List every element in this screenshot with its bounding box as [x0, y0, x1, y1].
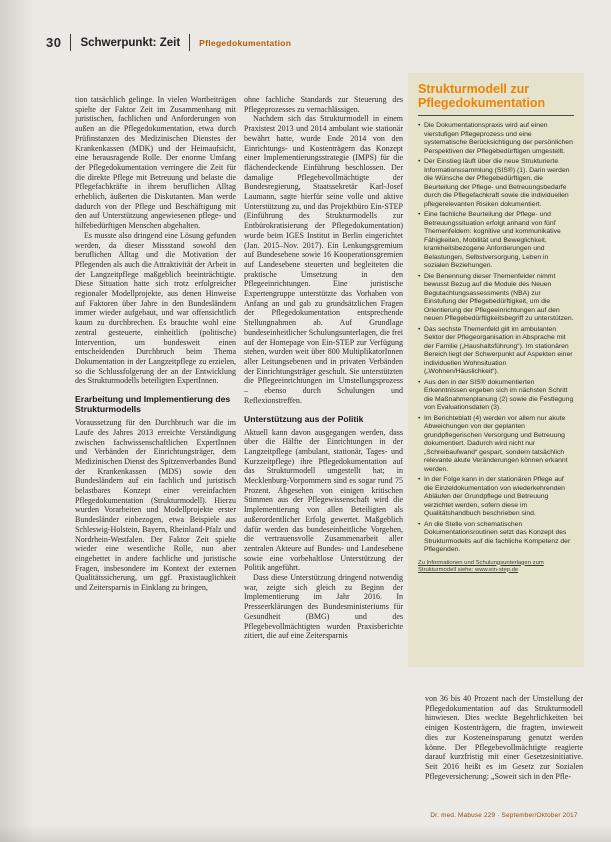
bullet-item: • Die Dokumentationspraxis wird auf einen vierstufigen Pflegeprozess und eine systematische Berücksichtigung der persönlichen Perspektiven der Pflegebedürftigen umgestellt. — [418, 122, 574, 156]
header-divider — [70, 34, 71, 51]
info-box-rule — [418, 115, 574, 116]
body-paragraph: Voraussetzung für den Durchbruch war die im Laufe des Jahres 2013 erreichte Verständigung zwischen fachwissenschaftlichen ExpertInnen und Verbänden der Einrichtungsträger, dem Medizinischen Dienst des Spitzenverbandes Bund der Krankenkassen (MDS) sowie den Bundesländern auf ein fachlich und juristisch belastbares Konzept einer vereinfachten Pflegedokumentation (Strukturmodell). Hierzu wurden Vorarbeiten und Modellprojekte erster Bundesländer einbezogen, etwa Beispiele aus Schleswig-Holstein, Bayern, Rheinland-Pfalz und Nordrhein-Westfalen. Der Faktor Zeit spielte wieder eine wesentliche Rolle, nun aber eingebettet in andere fachliche und juristische Fragen, insbesondere im Kontext der externen Qualitätssicherung, um ggf. Praxistauglichkeit und Zeitersparnis in Einklang zu bringen, — [75, 418, 236, 593]
body-paragraph: Aktuell kann davon ausgegangen werden, dass über die Hälfte der Einrichtungen in der Langzeitpflege (ambulant, stationär, Tages- und Kurzzeitpflege) ihre Pflegedokumentation auf das Strukturmodell umgestellt hat; in Mecklenburg-Vorpommern sind es sogar rund 75 Prozent. Abgesehen von einigen kritischen Stimmen aus der Pflegewissenschaft wird die Implementierung von allen Beteiligten als außerordentlicher Erfolg gewertet. Maßgeblich dafür werden das bundeseinheitliche Vorgehen, die vertrauensvolle Zusammenarbeit aller zentralen Akteure auf Bundes- und Landesebene sowie eine vorbehaltlose Unterstützung der Politik angeführt. — [244, 427, 403, 573]
issue-footer: Dr. med. Mabuse 229 · September/Oktober 2017 — [430, 812, 578, 819]
body-paragraph: Dass diese Unterstützung dringend notwendig war, zeigte sich gleich zu Beginn der Implementierung im Jahr 2016. In Presseerklärungen des Bundesministeriums für Gesundheit (BMG) und des Pflegebevollmächtigten wurden Praxisberichte zitiert, die auf eine Zeitersparnis — [244, 573, 403, 641]
bullet-item: • Das sechste Themenfeld gilt im ambulanten Sektor der Pflegeorganisation in Absprache mit der Familie („Haushaltsführung“). Im stationären Bereich liegt der Schwerpunkt auf Aspekten einer individuellen Wohnsituation („Wohnen/Häuslichkeit“). — [418, 326, 574, 377]
body-paragraph: ohne fachliche Standards zur Steuerung des Pflegeprozesses zu vernachlässigen. — [244, 95, 403, 114]
info-box — [408, 73, 584, 667]
bullet-item: • An die Stelle von schematischen Dokumentationsroutinen setzt das Konzept des Strukturmodells auf die fachliche Kompetenz der Pflegenden. — [418, 521, 574, 555]
info-box-bullet-list — [418, 122, 574, 555]
bullet-item: • In der Folge kann in der stationären Pflege auf die Einzeldokumentation von wiederkehrenden Abläufen der Grundpflege und Betreuung verzichtet werden, sofern diese im Qualitätshandbuch beschrieben sind. — [418, 476, 574, 519]
right-column — [425, 694, 583, 781]
page-number: 30 — [46, 35, 62, 50]
info-box-footnote: Zu Informationen und Schulungsunterlagen zum Strukturmodell siehe: www.ein-step.de — [418, 559, 544, 573]
body-paragraph: Es musste also dringend eine Lösung gefunden werden, da dieser Missstand sowohl den beruflichen Alltag und die Motivation der Pflegenden als auch die Attraktivität der Arbeit in der Langzeitpflege maßgeblich beeinträchtigte. Diese Situation hatte sich trotz erfolgreicher regionaler Modellprojekte, aus denen Hinweise auf Faktoren über Jahre in den Bundesländern immer wieder aufgebaut, und war offensichtlich kaum zu durchbrechen. Es brauchte wohl eine zentral gesteuerte, einheitlich (politische) Intervention, um bundesweit einen entscheidenden Durchbruch beim Thema Dokumentation in der Langzeitpflege zu erzielen, so die Schlussfolgerung der an der Entwicklung des Strukturmodells beteiligten ExpertInnen. — [75, 230, 236, 386]
header-divider — [189, 34, 190, 51]
topic-label: Pflegedokumentation — [199, 37, 292, 48]
left-column — [75, 95, 236, 593]
bullet-item: • Eine fachliche Beurteilung der Pflege- und Betreuungssituation erfolgt anhand von fünf Themenfeldern: kognitive und kommunikative Fähigkeiten, Mobilität und Beweglichkeit, krankheitsbezogene Anforderungen und Belastungen, Selbstversorgung, Leben in sozialen Beziehungen. — [418, 211, 574, 271]
section-subheading: Erarbeitung und Implementierung des Strukturmodells — [75, 394, 231, 415]
page-header — [46, 34, 291, 51]
bullet-item: • Aus den in der SIS® dokumentierten Erkenntnissen ergeben sich im nächsten Schritt die Maßnahmenplanung (2) sowie die Festlegung von Evaluationsdaten (3). — [418, 379, 574, 413]
bullet-item: • Die Benennung dieser Themenfelder nimmt bewusst Bezug auf die Module des Neuen Begutachtungsassessments (NBA) zur Einstufung der Pflegebedürftigkeit, um die Orientierung der Pflegeeinrichtungen auf den neuen Pflegebedürftigkeitsbegriff zu unterstützen. — [418, 273, 574, 324]
section-subheading: Unterstützung aus der Politik — [244, 413, 364, 424]
body-paragraph: von 36 bis 40 Prozent nach der Umstellung der Pflegedokumentation auf das Strukturmodell hinwiesen. Dies weckte Begehrlichkeiten bei einigen Kostenträgern, die fragten, inwieweit dies zur Kosteneinsparung genutzt werden könne. Der Pflegebevollmächtigte reagierte darauf kurzfristig mit einer Gesetzesinitiative. Seit 2016 heißt es im Gesetz zur Sozialen Pflegeversicherung: „Soweit sich in den Pfle- — [425, 694, 583, 781]
body-paragraph: Nachdem sich das Strukturmodell in einem Praxistest 2013 und 2014 ambulant wie stationär bewährt hatte, wurde Ende 2014 von den Einrichtungs- und Kostenträgern das Konzept einer Implementierungsstrategie (IMPS) für die flächendeckende Einführung beschlossen. Der damalige Pflegebevollmächtigte der Bundesregierung, Staatssekretär Karl-Josef Laumann, sagte hierfür seine volle und aktive Unterstützung zu, und das Projektbüro Ein-STEP (Einführung des Strukturmodells zur Entbürokratisierung der Pflegedokumentation) wurde beim IGES Institut in Berlin eingerichtet (Jan. 2015–Nov. 2017). Ein Lenkungsgremium auf Bundesebene sowie 16 Kooperationsgremien auf Landesebene steuerten und begleiteten die praktische Umsetzung in den Pflegeeinrichtungen. Eine juristische Expertengruppe unterstützte das Vorhaben von Anfang an und gab zu grundsätzlichen Fragen der Pflegedokumentation entsprechende Stellungnahmen ab. Auf Grundlage bundeseinheitlicher Schulungsunterlagen, die frei auf der Homepage von Ein-STEP zur Verfügung stehen, wurden weit über 800 MultiplikatorInnen aller Leitungsebenen und in privaten Verbänden der Einrichtungsträger geschult. Sie unterstützten die Pflegeeinrichtungen im Umstellungsprozess – ebenso durch Schulungen und Reflexionstreffen. — [244, 114, 403, 405]
middle-column — [244, 95, 403, 641]
section-title: Schwerpunkt: Zeit — [80, 36, 181, 49]
bullet-item: • Der Einstieg läuft über die neue Strukturierte Informationssammlung (SIS®) (1). Darin werden die Wünsche der Pflegebedürftigen, die Beurteilung der Pflege- und Betreuungsbedarfe durch die Pflegefachkraft sowie die individuellen pflegerelevanten Risiken dokumentiert. — [418, 158, 574, 209]
info-box-title: Strukturmodell zur Pflegedokumentation — [418, 82, 546, 110]
bullet-item: • Im Berichteblatt (4) werden vor allem nur akute Abweichungen von der geplanten grundpflegerischen Versorgung und Betreuung dokumentiert. Dadurch wird nicht nur „Schreibaufwand“ gespart, sondern tatsächlich relevante akute Veränderungen können erkannt werden. — [418, 415, 574, 475]
body-paragraph: tion tatsächlich gelinge. In vielen Wortbeiträgen spielte der Faktor Zeit im Zusammenhang mit juristischen, fachlichen und Anforderungen von außen an die Pflegedokumentation, etwa durch Prüfinstanzen des Medizinischen Dienstes der Krankenkassen (MDK) und der Heimaufsicht, eine herausragende Rolle. Der enorme Umfang der Pflegedokumentation verringere die Zeit für die direkte Pflege mit Betreuung und belaste die Pflegefachkräfte in ihrem beruflichen Alltag erheblich, äußerten die Diskutanten. Man werde dadurch von der Pflege und Beschäftigung mit den auf Unterstützung angewiesenen pflege- und hilfebedürftigen Menschen abgehalten. — [75, 95, 236, 231]
